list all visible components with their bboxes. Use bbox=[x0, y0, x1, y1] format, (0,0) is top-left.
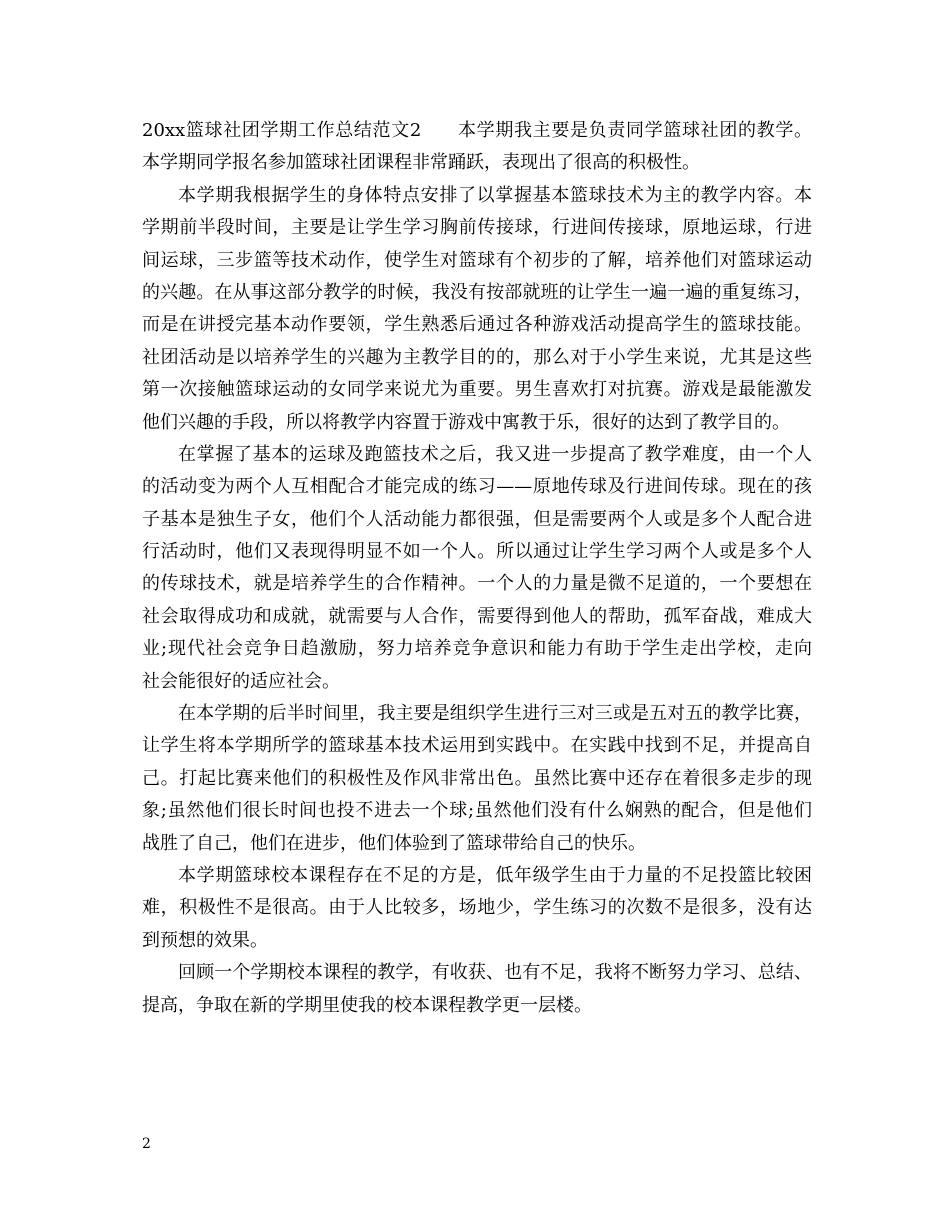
text-line: 的传球技术，就是培养学生的合作精神。一个人的力量是微不足道的，一个要想在 bbox=[142, 573, 812, 595]
title-line bbox=[142, 115, 812, 147]
text-line: 本学期我主要是负责同学篮球社团的教学。 bbox=[457, 120, 812, 141]
text-line: 社会能很好的适应社会。 bbox=[142, 670, 340, 692]
page-number: 2 bbox=[142, 1136, 151, 1152]
text-line: 第一次接触篮球运动的女同学来说尤为重要。男生喜欢打对抗赛。游戏是最能激发 bbox=[142, 379, 812, 401]
text-line: 社团活动是以培养学生的兴趣为主教学目的的，那么对于小学生来说，尤其是这些 bbox=[142, 346, 812, 368]
text-line: 行活动时，他们又表现得明显不如一个人。所以通过让学生学习两个人或是多个人 bbox=[142, 541, 812, 563]
text-line: 提高，争取在新的学期里使我的校本课程教学更一层楼。 bbox=[142, 994, 592, 1016]
paragraph-start-line: 本学期我根据学生的身体特点安排了以掌握基本篮球技术为主的教学内容。本 bbox=[178, 184, 812, 206]
text-line: 子基本是独生子女，他们个人活动能力都很强，但是需要两个人或是多个人配合进 bbox=[142, 508, 812, 530]
text-line: 他们兴趣的手段，所以将教学内容置于游戏中寓教于乐，很好的达到了教学目的。 bbox=[142, 411, 790, 433]
text-line: 业;现代社会竞争日趋激励，努力培养竞争意识和能力有助于学生走出学校，走向 bbox=[142, 638, 812, 660]
text-line: 的活动变为两个人互相配合才能完成的练习——原地传球及行进间传球。现在的孩 bbox=[142, 476, 812, 498]
text-line: 象;虽然他们很长时间也投不进去一个球;虽然他们没有什么娴熟的配合，但是他们 bbox=[142, 800, 812, 822]
text-line: 的兴趣。在从事这部分教学的时候，我没有按部就班的让学生一遍一遍的重复练习， bbox=[142, 281, 812, 303]
document-title: 20xx篮球社团学期工作总结范文2 bbox=[142, 120, 422, 141]
paragraph-start-line: 回顾一个学期校本课程的教学，有收获、也有不足，我将不断努力学习、总结、 bbox=[178, 962, 812, 984]
paragraph-start-line: 本学期篮球校本课程存在不足的方是，低年级学生由于力量的不足投篮比较困 bbox=[178, 864, 812, 886]
text-line: 本学期同学报名参加篮球社团课程非常踊跃，表现出了很高的积极性。 bbox=[142, 152, 700, 174]
text-line: 社会取得成功和成就，就需要与人合作，需要得到他人的帮助，孤军奋战，难成大 bbox=[142, 605, 812, 627]
text-line: 战胜了自己，他们在进步，他们体验到了篮球带给自己的快乐。 bbox=[142, 832, 646, 854]
text-line: 间运球，三步篮等技术动作，使学生对篮球有个初步的了解，培养他们对篮球运动 bbox=[142, 249, 812, 271]
document-body bbox=[142, 115, 812, 1022]
text-line: 学期前半段时间，主要是让学生学习胸前传接球，行进间传接球，原地运球，行进 bbox=[142, 217, 812, 239]
text-line: 而是在讲授完基本动作要领，学生熟悉后通过各种游戏活动提高学生的篮球技能。 bbox=[142, 314, 812, 336]
paragraph-start-line: 在本学期的后半时间里，我主要是组织学生进行三对三或是五对五的教学比赛， bbox=[178, 703, 812, 725]
paragraph-start-line: 在掌握了基本的运球及跑篮技术之后，我又进一步提高了教学难度，由一个人 bbox=[178, 443, 812, 465]
text-line: 己。打起比赛来他们的积极性及作风非常出色。虽然比赛中还存在着很多走步的现 bbox=[142, 767, 812, 789]
text-line: 难，积极性不是很高。由于人比较多，场地少，学生练习的次数不是很多，没有达 bbox=[142, 897, 812, 919]
text-line: 让学生将本学期所学的篮球基本技术运用到实践中。在实践中找到不足，并提高自 bbox=[142, 735, 812, 757]
text-line: 到预想的效果。 bbox=[142, 929, 268, 951]
